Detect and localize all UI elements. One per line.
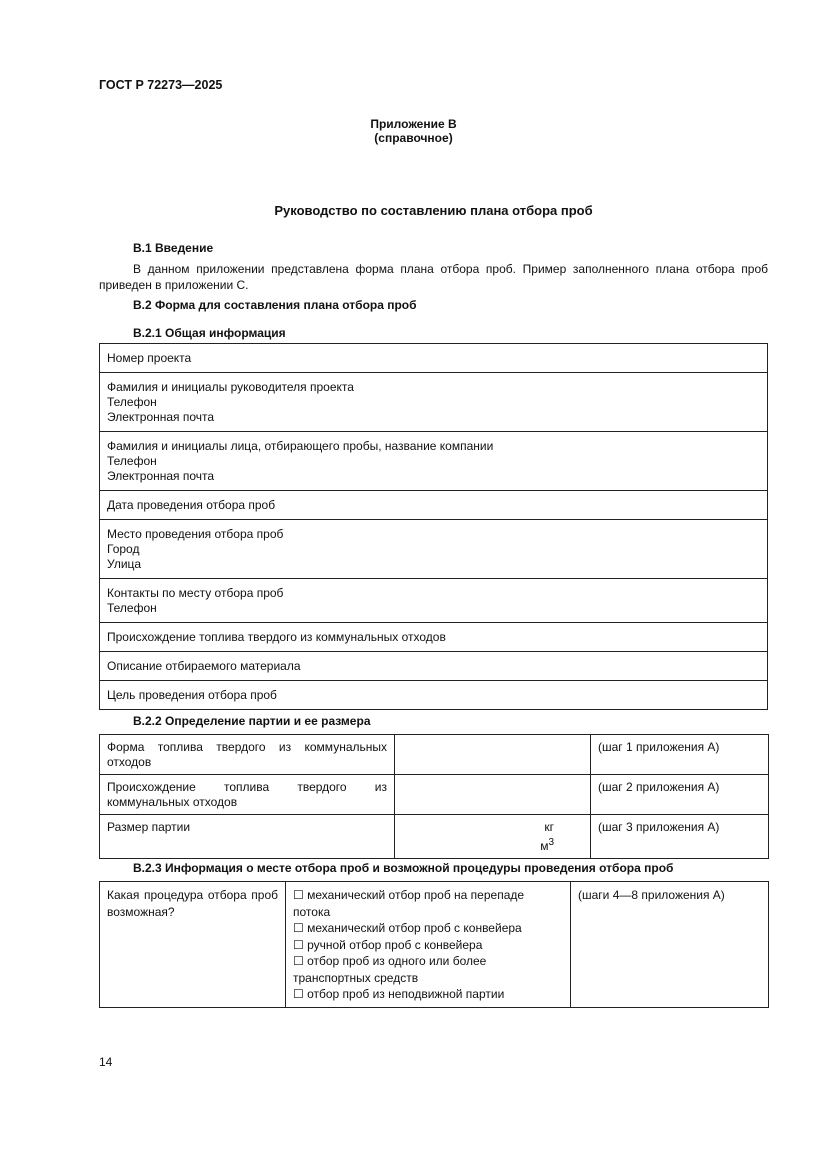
table-row bbox=[100, 491, 768, 520]
general-info-cell[interactable] bbox=[100, 520, 768, 579]
table-row bbox=[100, 520, 768, 579]
general-info-cell[interactable] bbox=[100, 623, 768, 652]
section-b2-heading: В.2 Форма для составления плана отбора проб bbox=[133, 298, 417, 312]
field-label: Телефон bbox=[107, 454, 157, 468]
batch-origin-value[interactable] bbox=[395, 775, 591, 815]
field-label: Контакты по месту отбора проб bbox=[107, 586, 284, 600]
batch-size-label: Размер партии bbox=[100, 815, 395, 859]
page-title: Руководство по составлению плана отбора проб bbox=[274, 203, 593, 218]
field-label: Электронная почта bbox=[107, 469, 215, 483]
batch-form-ref: (шаг 1 приложения А) bbox=[591, 735, 769, 775]
field-label: Происхождение топлива твердого из коммунальных отходов bbox=[107, 630, 446, 644]
section-b22-heading: В.2.2 Определение партии и ее размера bbox=[133, 714, 371, 728]
field-label: Цель проведения отбора проб bbox=[107, 688, 277, 702]
section-b21-heading: В.2.1 Общая информация bbox=[133, 326, 286, 340]
checkbox-option[interactable]: ☐ механический отбор проб на перепаде потока bbox=[293, 888, 525, 919]
table-row bbox=[100, 432, 768, 491]
batch-form-label: Форма топлива твердого из коммунальных отходов bbox=[100, 735, 395, 775]
unit-kg: кг bbox=[544, 820, 554, 834]
field-label: Телефон bbox=[107, 601, 157, 615]
table-row bbox=[100, 579, 768, 623]
field-label: Электронная почта bbox=[107, 410, 215, 424]
checkbox-option[interactable]: ☐ отбор проб из одного или более транспортных средств bbox=[293, 954, 487, 985]
field-label: Улица bbox=[107, 557, 142, 571]
general-info-cell[interactable] bbox=[100, 344, 768, 373]
annex-heading bbox=[0, 117, 827, 145]
batch-origin-ref: (шаг 2 приложения А) bbox=[591, 775, 769, 815]
table-row bbox=[100, 681, 768, 710]
procedure-options bbox=[286, 882, 571, 1008]
general-info-cell[interactable] bbox=[100, 491, 768, 520]
checkbox-option[interactable]: ☐ отбор проб из неподвижной партии bbox=[293, 987, 505, 1001]
field-label: Дата проведения отбора проб bbox=[107, 498, 276, 512]
table-row bbox=[100, 652, 768, 681]
section-b1-text: В данном приложении представлена форма плана отбора проб. Пример заполненного плана отбора проб приведен в приложении С. bbox=[99, 262, 768, 292]
document-id: ГОСТ Р 72273—2025 bbox=[99, 78, 223, 92]
field-label: Номер проекта bbox=[107, 351, 192, 365]
batch-origin-label: Происхождение топлива твердого из коммунальных отходов bbox=[100, 775, 395, 815]
table-row bbox=[100, 775, 769, 815]
page-number: 14 bbox=[99, 1055, 113, 1069]
field-label: Телефон bbox=[107, 395, 157, 409]
batch-size-table bbox=[99, 734, 769, 859]
procedure-table bbox=[99, 881, 769, 1008]
table-row bbox=[100, 623, 768, 652]
field-label: Место проведения отбора проб bbox=[107, 527, 284, 541]
table-row bbox=[100, 735, 769, 775]
unit-m3: $м^3$ bbox=[540, 837, 554, 853]
general-info-cell[interactable] bbox=[100, 652, 768, 681]
annex-title: Приложение В bbox=[370, 117, 457, 131]
general-info-cell[interactable] bbox=[100, 432, 768, 491]
general-info-cell[interactable] bbox=[100, 579, 768, 623]
section-b1-heading: В.1 Введение bbox=[133, 241, 214, 255]
field-label: Фамилия и инициалы лица, отбирающего пробы, название компании bbox=[107, 439, 494, 453]
checkbox-option[interactable]: ☐ механический отбор проб с конвейера bbox=[293, 921, 522, 935]
batch-size-ref: (шаг 3 приложения А) bbox=[591, 815, 769, 859]
field-label: Фамилия и инициалы руководителя проекта bbox=[107, 380, 354, 394]
general-info-cell[interactable] bbox=[100, 373, 768, 432]
procedure-question: Какая процедура отбора проб возможная? bbox=[100, 882, 286, 1008]
table-row bbox=[100, 882, 769, 1008]
table-row bbox=[100, 373, 768, 432]
general-info-table bbox=[99, 343, 768, 710]
batch-form-value[interactable] bbox=[395, 735, 591, 775]
checkbox-option[interactable]: ☐ ручной отбор проб с конвейера bbox=[293, 937, 483, 952]
general-info-cell[interactable] bbox=[100, 681, 768, 710]
procedure-ref: (шаги 4—8 приложения А) bbox=[571, 882, 769, 1008]
table-row bbox=[100, 344, 768, 373]
annex-status: (справочное) bbox=[374, 131, 453, 145]
table-row bbox=[100, 815, 769, 859]
section-b23-heading: В.2.3 Информация о месте отбора проб и возможной процедуры проведения отбора проб bbox=[133, 861, 674, 875]
field-label: Описание отбираемого материала bbox=[107, 659, 301, 673]
batch-size-value[interactable] bbox=[395, 815, 591, 859]
field-label: Город bbox=[107, 542, 140, 556]
